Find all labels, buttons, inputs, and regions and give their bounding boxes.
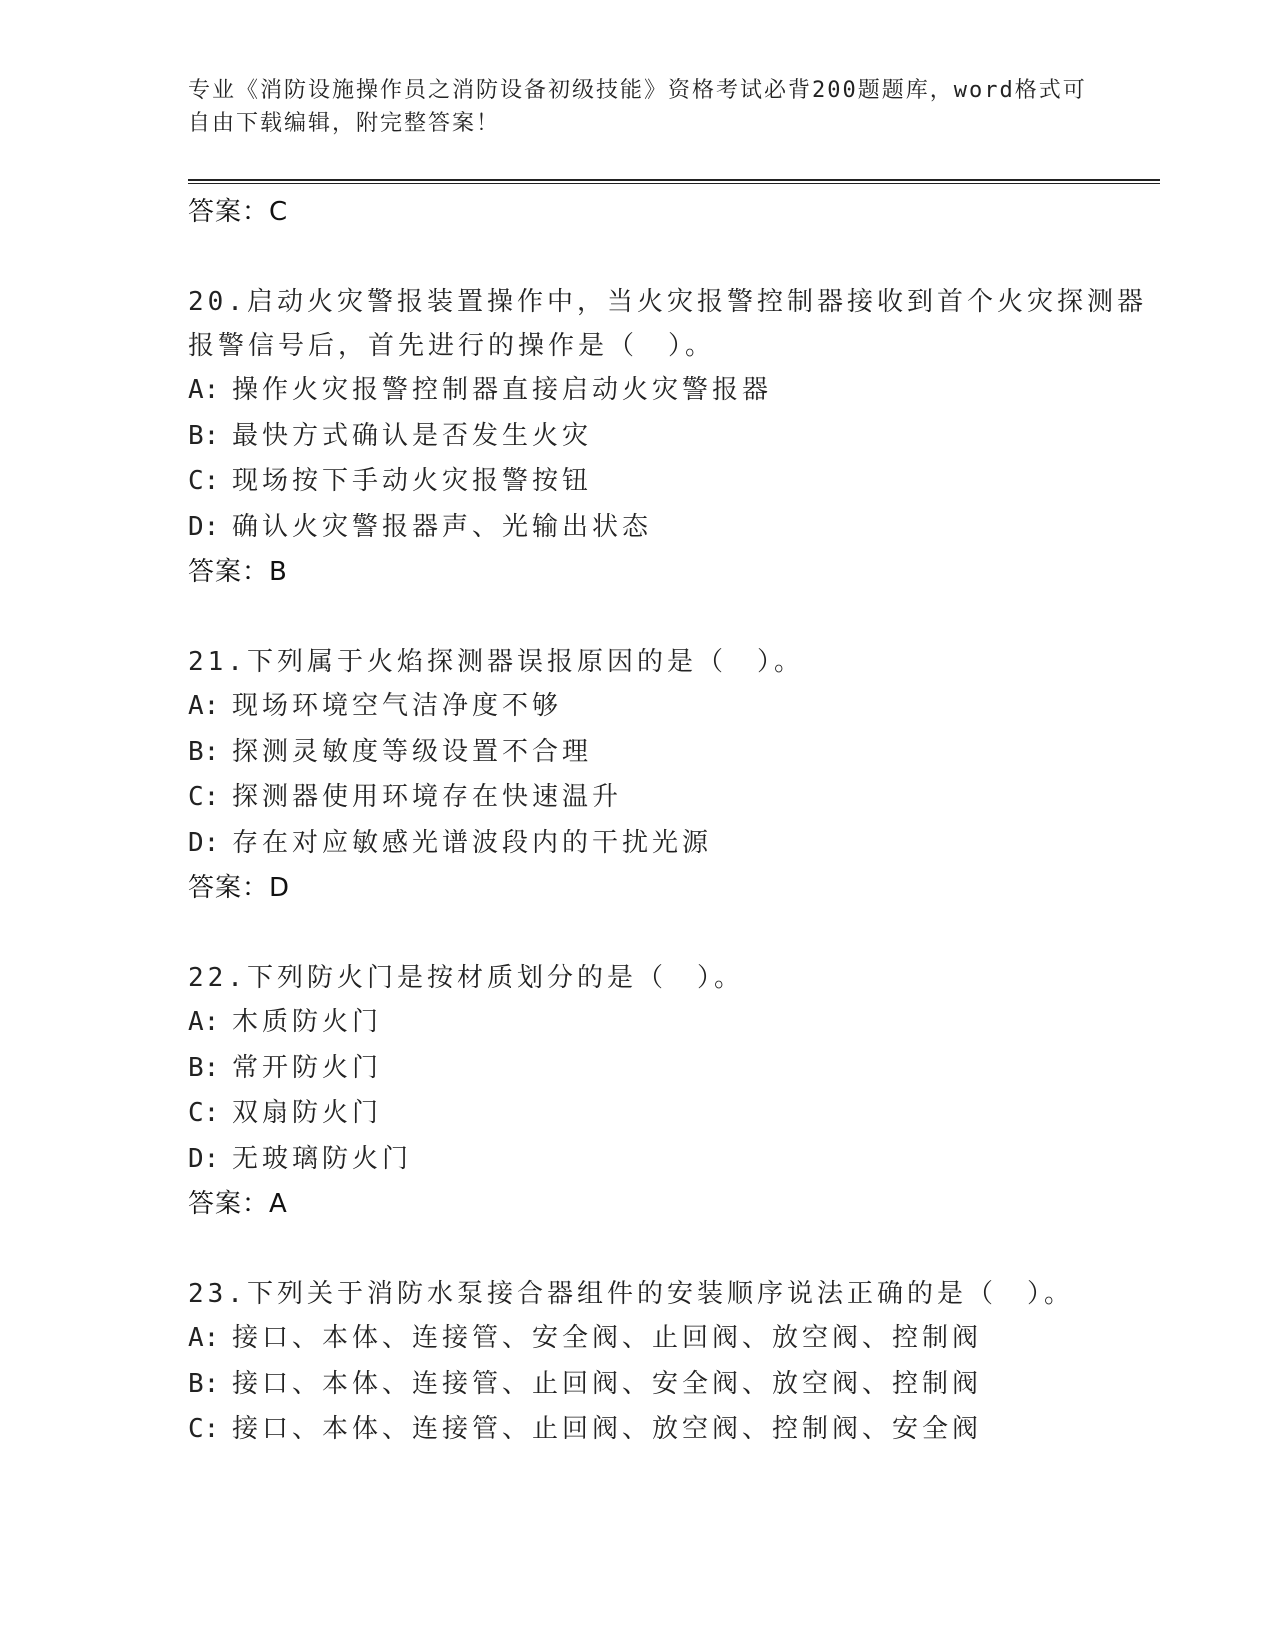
option-letter: A: bbox=[188, 1007, 220, 1037]
answer-line: 答案：B bbox=[188, 557, 288, 587]
question-stem: 20.启动火灾警报装置操作中，当火灾报警控制器接收到首个火灾探测器报警信号后，首先进行的操作是（ ）。 bbox=[188, 287, 1147, 361]
option-letter: B: bbox=[188, 736, 220, 767]
option-c bbox=[188, 1407, 1168, 1453]
option-letter: A: bbox=[188, 375, 220, 405]
option-text: 接口、本体、连接管、安全阀、止回阀、放空阀、控制阀 bbox=[232, 1323, 983, 1353]
option-text: 探测灵敏度等级设置不合理 bbox=[232, 736, 593, 767]
option-text: 探测器使用环境存在快速温升 bbox=[232, 782, 623, 812]
option-d bbox=[188, 1137, 1168, 1183]
option-a bbox=[188, 1000, 1168, 1046]
option-letter: C: bbox=[188, 466, 220, 496]
question-22 bbox=[188, 956, 1168, 1226]
option-text: 操作火灾报警控制器直接启动火灾警报器 bbox=[232, 375, 773, 405]
option-letter: A: bbox=[188, 1323, 220, 1353]
option-text: 现场按下手动火灾报警按钮 bbox=[232, 466, 593, 496]
option-letter: D: bbox=[188, 827, 220, 858]
option-c bbox=[188, 1091, 1168, 1137]
option-letter: B: bbox=[188, 1368, 220, 1399]
question-23 bbox=[188, 1272, 1168, 1453]
option-d bbox=[188, 821, 1168, 867]
option-text: 无玻璃防火门 bbox=[232, 1143, 413, 1174]
header-divider bbox=[188, 179, 1160, 184]
answer-line: 答案：C bbox=[188, 197, 289, 227]
option-text: 确认火灾警报器声、光输出状态 bbox=[232, 511, 653, 542]
option-a bbox=[188, 1316, 1168, 1362]
question-20 bbox=[188, 280, 1168, 594]
option-a bbox=[188, 368, 1168, 414]
question-stem: 23.下列关于消防水泵接合器组件的安装顺序说法正确的是（ ）。 bbox=[188, 1279, 1074, 1309]
option-text: 双扇防火门 bbox=[232, 1098, 383, 1128]
answer-line: 答案：D bbox=[188, 873, 291, 903]
option-letter: D: bbox=[188, 1143, 220, 1174]
option-a bbox=[188, 684, 1168, 730]
option-text: 现场环境空气洁净度不够 bbox=[232, 691, 563, 721]
option-letter: B: bbox=[188, 1052, 220, 1083]
option-text: 存在对应敏感光谱波段内的干扰光源 bbox=[232, 827, 713, 858]
option-text: 最快方式确认是否发生火灾 bbox=[232, 420, 593, 451]
option-letter: B: bbox=[188, 420, 220, 451]
question-stem: 21.下列属于火焰探测器误报原因的是（ ）。 bbox=[188, 647, 804, 677]
option-letter: A: bbox=[188, 691, 220, 721]
option-b bbox=[188, 1362, 1168, 1408]
option-text: 常开防火门 bbox=[232, 1052, 383, 1083]
option-b bbox=[188, 414, 1168, 460]
option-letter: C: bbox=[188, 1098, 220, 1128]
option-letter: D: bbox=[188, 511, 220, 542]
option-b bbox=[188, 730, 1168, 776]
document-body bbox=[188, 190, 1168, 1453]
option-d bbox=[188, 505, 1168, 551]
option-text: 接口、本体、连接管、止回阀、安全阀、放空阀、控制阀 bbox=[232, 1368, 983, 1399]
answer-line: 答案：A bbox=[188, 1189, 288, 1219]
option-b bbox=[188, 1046, 1168, 1092]
page-header: 专业《消防设施操作员之消防设备初级技能》资格考试必背200题题库，word格式可自由下载编辑，附完整答案！ bbox=[188, 78, 1087, 136]
option-letter: C: bbox=[188, 1414, 220, 1444]
option-text: 接口、本体、连接管、止回阀、放空阀、控制阀、安全阀 bbox=[232, 1414, 983, 1444]
option-letter: C: bbox=[188, 782, 220, 812]
option-c bbox=[188, 459, 1168, 505]
option-text: 木质防火门 bbox=[232, 1007, 383, 1037]
question-stem: 22.下列防火门是按材质划分的是（ ）。 bbox=[188, 963, 744, 993]
question-21 bbox=[188, 640, 1168, 910]
option-c bbox=[188, 775, 1168, 821]
